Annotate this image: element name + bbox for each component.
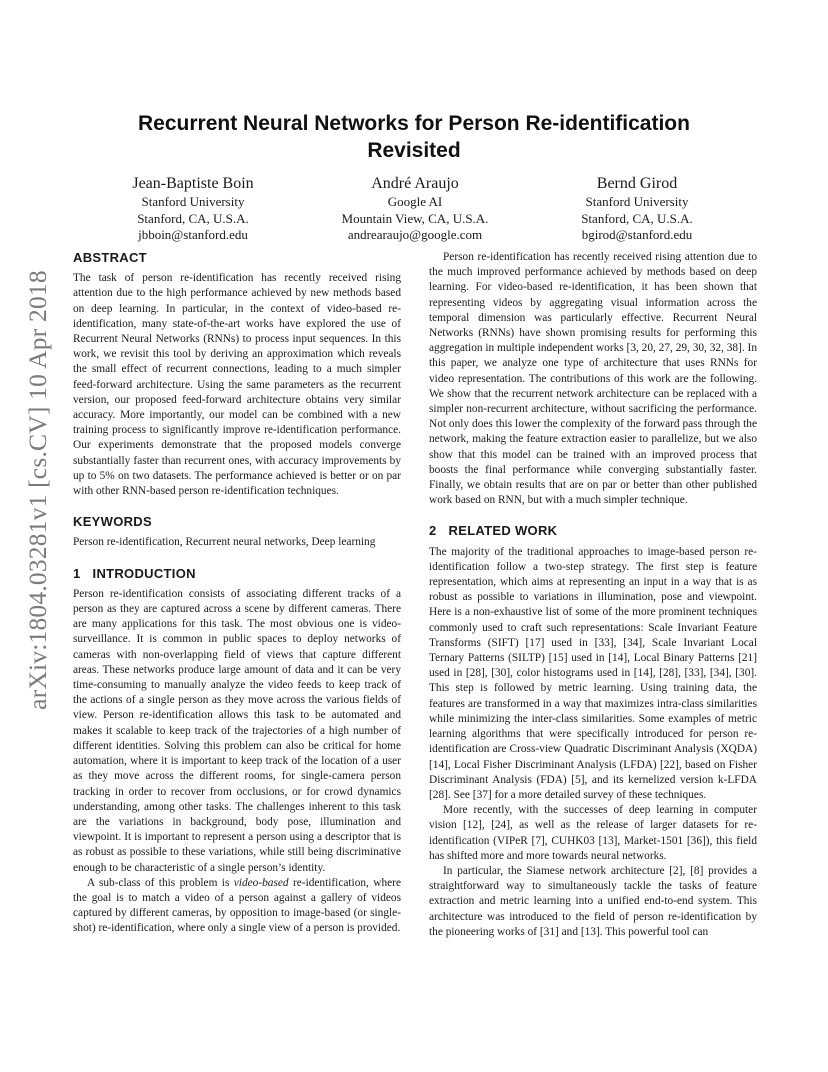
related-paragraph-3: In particular, the Siamese network architecture [2], [8] provides a straightforward way to simultaneously tackle the tasks of feature extraction and metric learning into a unified end-to-end system. This architecture was introduced to the field of person re-identification by the pioneering works of [31] and [13]. This powerful tool can (429, 864, 757, 938)
section-title: RELATED WORK (448, 523, 558, 539)
section-number: 2 (429, 523, 437, 539)
keywords-text: Person re-identification, Recurrent neural networks, Deep learning (73, 536, 376, 549)
author-name: Bernd Girod (596, 175, 678, 192)
intro-paragraph-2: A sub-class of this problem is video-based re-identification, where the goal is to match a video of a person against a gallery of videos captured by different cameras, by opposition to image-based (or single-shot) re-identification, where only a single view of a person is provided. (73, 876, 401, 935)
section-title: INTRODUCTION (92, 565, 196, 581)
intro-heading (73, 566, 401, 581)
author-affiliation: Google AI (387, 194, 443, 209)
author-location: Stanford, CA, U.S.A. (137, 210, 249, 226)
author-affiliation: Stanford University (585, 194, 689, 209)
intro-paragraph-3: Person re-identification has recently received rising attention due to the much improved performance achieved by methods based on deep learning. For video-based re-identification, it has been shown that representing videos by aggregating visual information across the temporal dimension was particularly effective. Recurrent Neural Networks (RNNs) have shown promising results for performing this aggregation in multiple independent works [3, 20, 27, 29, 30, 32, 38]. In this paper, we analyze one type of architecture that uses RNNs for video representation. The contributions of this work are the following. We show that the recurrent network architecture can be replaced with a simpler non-recurrent architecture, without sacrificing the performance. Not only does this lower the complexity of the forward pass through the network, making the feature extraction easier to parallelize, but we also show that this model can be trained with an improved process that boosts the final performance while converging substantially faster. Finally, we obtain results that are on par or better than other published work based on RNN, but with a much simpler technique. (429, 251, 757, 507)
left-column (73, 250, 401, 937)
author-name: Jean-Baptiste Boin (132, 175, 254, 192)
arxiv-identifier-text: arXiv:1804.03281v1 [cs.CV] 10 Apr 2018 (23, 270, 52, 710)
related-paragraph-1: The majority of the traditional approaches to image-based person re-identification follow a two-step strategy. The first step is feature representation, which aims at representing an input in a way that is as robust as possible to variations in illumination, pose and viewpoint. Here is a non-exhaustive list of some of the more prominent techniques commonly used to craft such representations: Scale Invariant Feature Transforms (SIFT) [17] used in [33], [34], Scale Invariant Local Ternary Patterns (SILTP) [15] used in [14], Local Binary Patterns [21] used in [28], [30], color histograms used in [14], [28], [33], [34], [30]. This step is followed by metric learning. Using training data, the features are transformed in a way that maximizes intra-class similarities while minimizing the inter-class similarities. Some examples of metric learning algorithms that were specifically introduced for person re-identification are Cross-view Quadratic Discriminant Analysis (XQDA) [14], Local Fisher Discriminant Analysis (LFDA) [22], based on Fisher Discriminant Analysis (FDA) [5], and its kernelized version k-LFDA [28]. See [37] for a more detailed survey of these techniques. (429, 545, 757, 801)
author-email: bgirod@stanford.edu (581, 227, 693, 242)
author-affiliation: Stanford University (141, 194, 245, 209)
author-1 (83, 174, 303, 244)
author-email: andrearaujo@google.com (347, 227, 483, 242)
abstract-heading: ABSTRACT (73, 250, 147, 265)
right-column (429, 250, 757, 940)
author-3 (527, 174, 747, 244)
related-work-heading (429, 523, 757, 538)
paper-title: Recurrent Neural Networks for Person Re-identification Revisited (138, 112, 690, 162)
emphasis: video-based (233, 876, 289, 889)
keywords-heading: KEYWORDS (73, 514, 152, 530)
author-location: Mountain View, CA, U.S.A. (341, 210, 489, 226)
intro-paragraph-1: Person re-identification consists of associating different tracks of a person as they are captured across a scene by different cameras. There are many applications for this task. The most obvious one is video-surveillance. It is common in public spaces to deploy networks of cameras with non-overlapping field of views that capture different areas. These networks produce large amount of data and it can be very time-consuming to manually analyze the video feeds to keep track of the actions of a single person as they move across the various fields of view. Person re-identification allows this task to be automated and makes it scalable to keep track of the trajectories of a high number of different identities. Solving this problem can also be critical for home automation, where it is important to keep track of the location of a user as they move across the different rooms, for single-camera person tracking in order to recover from occlusions, or for crowd dynamics understanding, among other tasks. The challenges inherent to this task are the variations in background, body pose, illumination and viewpoint. It is important to represent a person using a descriptor that is as robust as possible to these variations, while still being discriminative enough to be characteristic of a single person’s identity. (73, 587, 401, 874)
arxiv-identifier (18, 270, 58, 710)
related-paragraph-2: More recently, with the successes of deep learning in computer vision [12], [24], as well as the release of larger datasets for re-identification (VIPeR [7], CUHK03 [13], Market-1501 [36]), this field has shifted more and more towards neural networks. (429, 804, 757, 862)
author-email: jbboin@stanford.edu (138, 227, 248, 242)
section-number: 1 (73, 565, 81, 581)
author-2 (305, 174, 525, 244)
author-location: Stanford, CA, U.S.A. (581, 210, 693, 226)
abstract-text: The task of person re-identification has recently received rising attention due to the high performance achieved by new methods based on deep learning. In particular, in the context of video-based re-identification, many state-of-the-art works have explored the use of Recurrent Neural Networks (RNNs) to process input sequences. In this work, we revisit this tool by deriving an approximation which reveals the small effect of recurrent connections, leading to a much simpler feed-forward architecture. Using the same parameters as the recurrent version, our proposed feed-forward architecture obtains very similar accuracy. More importantly, our model can be combined with a new training process to significantly improve re-identification performance. Our experiments demonstrate that the proposed models converge substantially faster than recurrent ones, with accuracy improvements by up to 5% on two datasets. The performance achieved is better or on par with other RNN-based person re-identification techniques. (73, 272, 401, 498)
author-name: André Araujo (371, 175, 459, 192)
